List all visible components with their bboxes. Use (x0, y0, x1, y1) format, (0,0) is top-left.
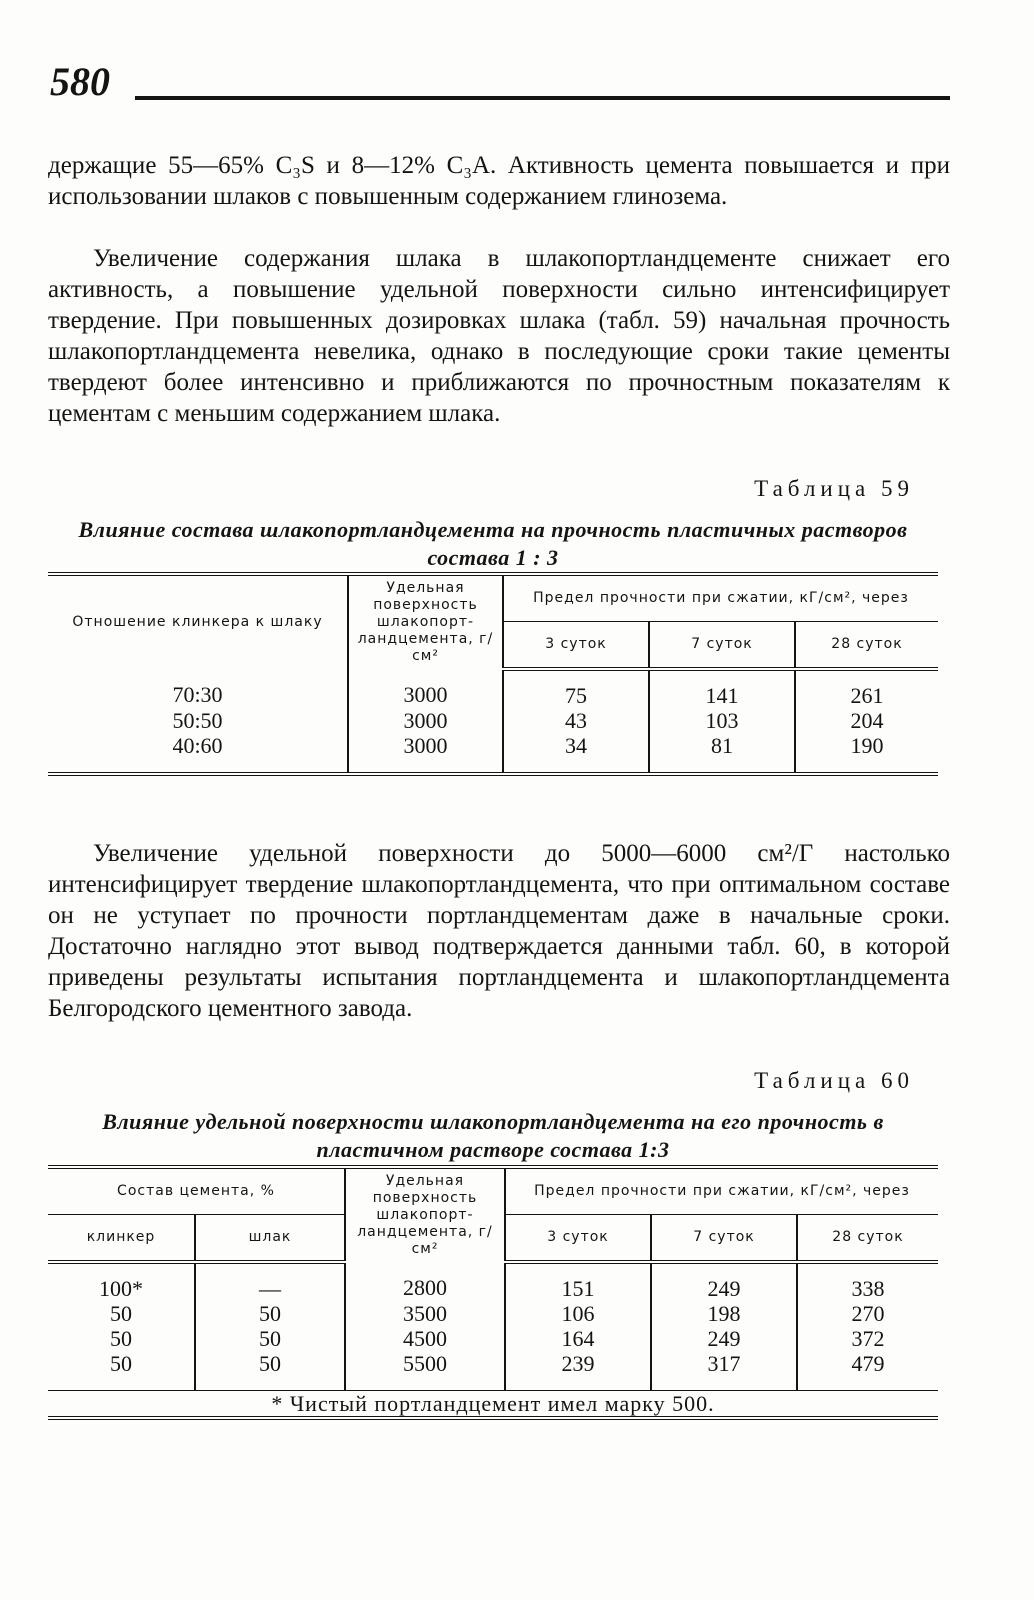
table-59-header-strength: Предел прочности при сжатии, кГ/см², через (503, 574, 938, 622)
table-row (48, 733, 938, 774)
table-cell: 50 (110, 1301, 132, 1326)
table-59-title: Влияние состава шлакопортландцемента на прочность пластичных растворов состава 1 : 3 (78, 517, 908, 570)
table-cell: 190 (795, 733, 938, 774)
table-cell: 479 (797, 1351, 938, 1391)
table-cell: 239 (505, 1351, 651, 1391)
table-cell: 3500 (345, 1301, 505, 1326)
header-rule (135, 96, 950, 100)
table-60-header-strength: Предел прочности при сжатии, кГ/см², через (505, 1167, 938, 1215)
table-59-header-7-days: 7 суток (649, 622, 795, 670)
table-cell: 4500 (345, 1326, 505, 1351)
table-cell: 249 (651, 1326, 797, 1351)
table-cell: 249 (651, 1262, 797, 1301)
table-60-header-surface: Удельная поверхность шлакопорт-ландцемента, г/см² (345, 1167, 505, 1262)
table-cell: 164 (505, 1326, 651, 1351)
table-cell: 40:60 (172, 733, 223, 758)
table-row (48, 1326, 938, 1351)
table-row (48, 1351, 938, 1391)
table-cell: 151 (505, 1262, 651, 1301)
table-cell: 3000 (348, 708, 503, 733)
paragraph-2: Увеличение содержания шлака в шлакопортландцементе снижает его активность, а повышение удельной поверхности сильно интенсифицирует твердение. При повышенных дозировках шлака (табл. 59) начальная прочность шлакопортландцемента невелика, однако в последующие сроки такие цементы твердеют более интенсивно и приближаются по прочностным показателям к цементам с меньшим содержанием шлака. (48, 245, 950, 427)
table-59-label: Таблица 59 (754, 476, 914, 501)
table-cell: 317 (651, 1351, 797, 1391)
table-60-header-28-days: 28 суток (797, 1215, 938, 1263)
table-cell: 141 (649, 669, 795, 708)
table-cell: 70:30 (172, 682, 223, 707)
paragraph-1: держащие 55—65% C₃S и 8—12% C₃A. Активность цемента повышается и при использовании шлаков с повышенным содержанием глинозема. (48, 152, 950, 210)
table-cell: 103 (649, 708, 795, 733)
table-60-header-3-days: 3 суток (505, 1215, 651, 1263)
table-cell: 270 (797, 1301, 938, 1326)
table-cell: 338 (797, 1262, 938, 1301)
table-cell: 75 (503, 669, 649, 708)
table-cell: 3000 (348, 733, 503, 774)
table-cell: 204 (795, 708, 938, 733)
paragraph-3: Увеличение удельной поверхности до 5000—6000 см²/Г настолько интенсифицирует твердение шлакопортландцемента, что при оптимальном составе он не уступает по прочности портландцементам даже в начальные сроки. Достаточно наглядно этот вывод подтверждается данными табл. 60, в которой приведены результаты испытания портландцемента и шлакопортландцемента Белгородского цементного завода. (48, 840, 950, 1022)
table-cell: 198 (651, 1301, 797, 1326)
table-cell: 81 (649, 733, 795, 774)
table-cell: 372 (797, 1326, 938, 1351)
table-cell: 34 (503, 733, 649, 774)
table-row (48, 1262, 938, 1301)
table-cell: 50 (195, 1301, 345, 1326)
table-cell: 50 (195, 1326, 345, 1351)
table-cell: 2800 (345, 1262, 505, 1301)
table-60-header-clinker: клинкер (48, 1215, 195, 1263)
table-cell: — (195, 1262, 345, 1301)
table-row (48, 1301, 938, 1326)
table-60-header-composition: Состав цемента, % (48, 1167, 345, 1215)
table-cell: 50:50 (172, 708, 223, 733)
table-60-header-slag: шлак (195, 1215, 345, 1263)
table-cell: 100* (99, 1276, 143, 1301)
table-cell: 106 (505, 1301, 651, 1326)
table-cell: 50 (195, 1351, 345, 1391)
table-59-header-ratio: Отношение клинкера к шлаку (72, 614, 323, 630)
table-cell: 3000 (348, 669, 503, 708)
table-60-footnote: * Чистый портландцемент имел марку 500. (48, 1391, 938, 1419)
page-number: 580 (50, 59, 110, 104)
table-cell: 43 (503, 708, 649, 733)
table-59-header-surface: Удельная поверхность шлакопорт-ландцемента, г/см² (348, 574, 503, 669)
table-60-label: Таблица 60 (754, 1068, 914, 1093)
table-row (48, 669, 938, 708)
table-60-title: Влияние удельной поверхности шлакопортландцемента на его прочность в пластичном растворе состава 1:3 (102, 1109, 884, 1162)
table-59-header-3-days: 3 суток (503, 622, 649, 670)
table-cell: 50 (110, 1351, 132, 1376)
table-cell: 50 (110, 1326, 132, 1351)
table-cell: 261 (795, 669, 938, 708)
table-60 (48, 1165, 938, 1420)
table-59 (48, 572, 938, 776)
table-60-header-7-days: 7 суток (651, 1215, 797, 1263)
table-row (48, 708, 938, 733)
table-cell: 5500 (345, 1351, 505, 1391)
table-59-header-28-days: 28 суток (795, 622, 938, 670)
